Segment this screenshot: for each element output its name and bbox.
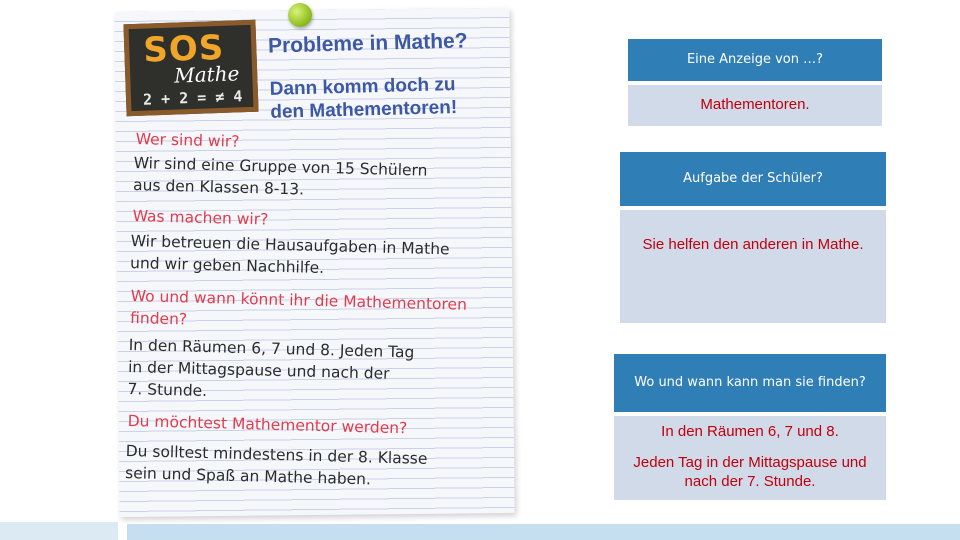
answer-box-3 [614,416,886,500]
answer-2-text: Sie helfen den anderen in Mathe. [642,236,864,253]
note-headline: Probleme in Mathe? [267,29,468,58]
question-1-text: Eine Anzeige von …? [686,52,824,67]
board-mathe-text: Mathe [173,61,240,88]
note-answer-who: Wir sind eine Gruppe von 15 Schülern aus den Klassen 8-13. [132,153,428,199]
note-answer-where: In den Räumen 6, 7 und 8. Jeden Tag in der Mittagspause und nach der 7. Stunde. [127,335,415,401]
note-question-where: Wo und wann könnt ihr die Mathementoren finden? [129,286,468,329]
note-answer-become: Du solltest mindestens in der 8. Klasse sein und Spaß an Mathe haben. [124,441,428,489]
chalkboard-logo [123,20,258,117]
question-box-2 [620,152,886,206]
pushpin-icon [288,3,312,27]
answer-3-line-1: In den Räumen 6, 7 und 8. [661,423,839,440]
note-question-who: Wer sind wir? [135,129,240,151]
board-sos-text: SOS [142,27,225,71]
question-3-text: Wo und wann kann man sie finden? [634,375,866,390]
answer-1-text: Mathementoren. [700,96,810,113]
question-2-text: Aufgabe der Schüler? [683,171,823,186]
answer-box-1 [628,85,882,126]
note-question-what: Was machen wir? [132,206,269,229]
note-subheadline: Dann komm doch zu den Mathementoren! [269,74,458,123]
question-box-3 [614,354,886,412]
note-answer-what: Wir betreuen die Hausaufgaben in Mathe und wir geben Nachhilfe. [129,231,450,278]
answer-3-line-2: Jeden Tag in der Mittagspause und nach der 7. Stunde. [633,454,867,490]
note-question-become: Du möchtest Mathementor werden? [127,411,408,438]
answer-box-2 [620,210,886,323]
footer-bar-right [127,524,960,540]
question-box-1 [628,39,882,81]
board-equation: 2 + 2 = ≠ 4 [142,87,243,109]
footer-bar-left [0,522,118,540]
